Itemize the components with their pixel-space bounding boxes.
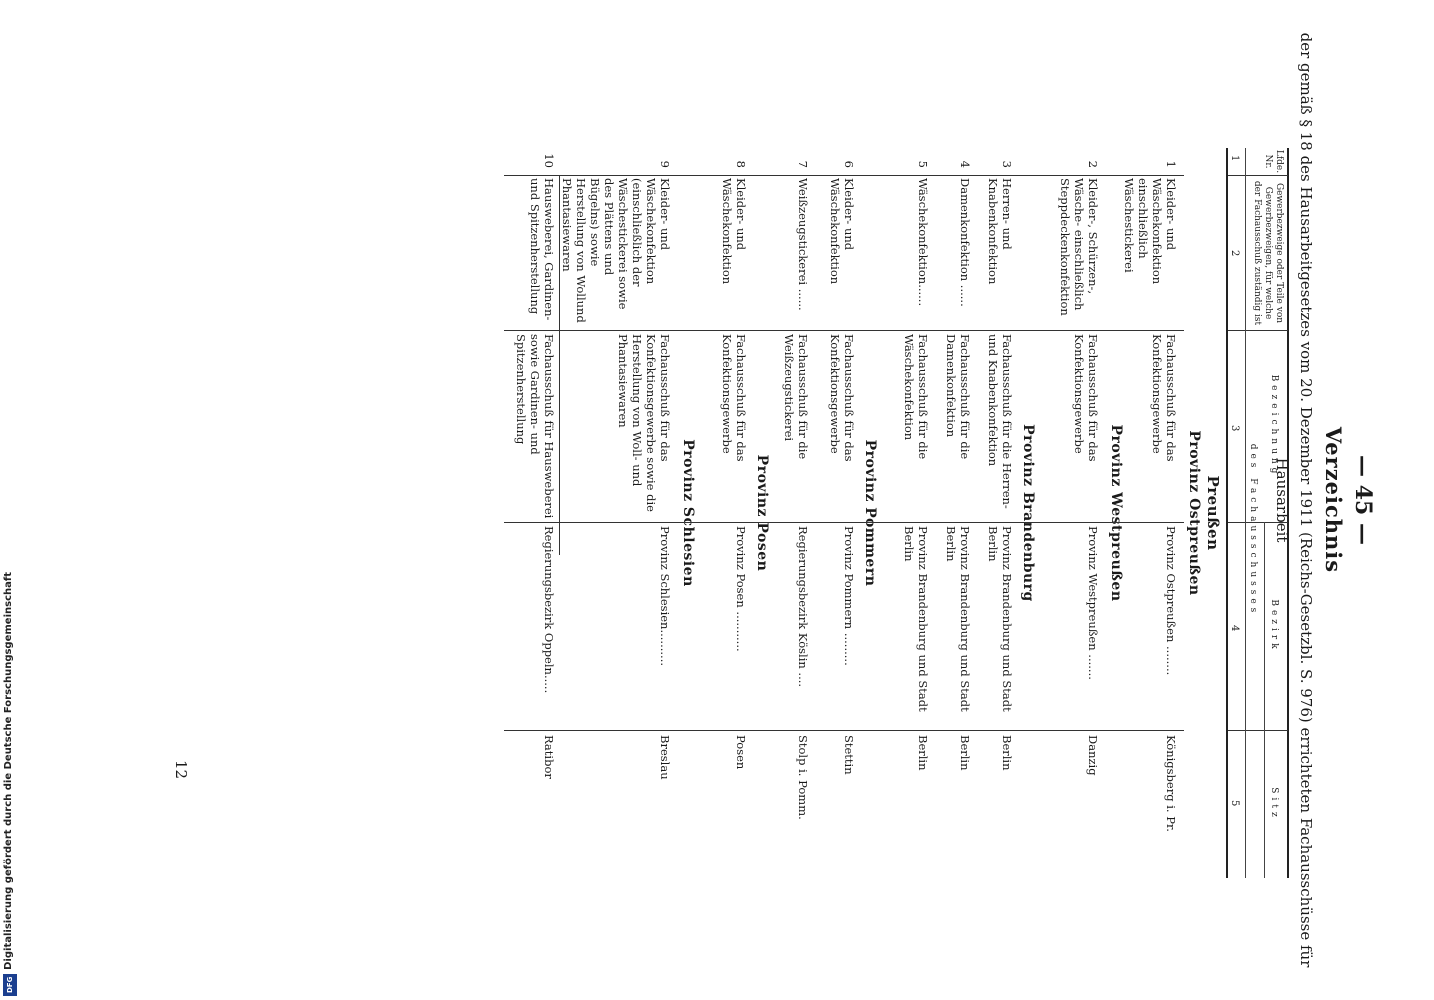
row-bezeichnung: Fachausschuß für die Herren- und Knabenkonfektion: [986, 334, 1014, 509]
group-heading: Preußen: [1204, 475, 1222, 551]
row-bezirk: Regierungsbezirk Oppeln.....: [542, 526, 556, 694]
row-bezeichnung: Fachausschuß für die Weißzeugstickerei: [782, 334, 810, 460]
row-bezirk: Regierungsbezirk Köslin ....: [796, 526, 810, 688]
row-bezirk: Provinz Posen ...........: [734, 526, 748, 652]
row-number: 4: [958, 160, 972, 168]
header-bezirk: Bezirk: [1269, 599, 1279, 653]
row-bezirk: Provinz Schlesien..........: [658, 526, 672, 667]
section-heading: Provinz Pommern: [862, 439, 878, 587]
col-number: 4: [1229, 625, 1240, 632]
row-bezirk: Provinz Brandenburg und Stadt Berlin: [902, 526, 930, 712]
dfg-logo: DFG: [3, 974, 17, 996]
row-gewerbe: Kleider- und Wäschekonfektion (einschließlich der Wäschestickerei sowie des Plättens und Bügelns) sowie Herstellung von Wollund Phantasiewaren: [560, 178, 672, 323]
digitization-credit: [0, 0, 22, 1000]
row-number: 10: [542, 153, 556, 168]
row-number: 2: [1086, 160, 1100, 168]
header-bottom-rule: [1226, 148, 1228, 878]
col-divider: [504, 330, 1184, 331]
footer-page-number: 12: [172, 760, 190, 780]
page-title: Verzeichnis: [1321, 426, 1346, 574]
row-gewerbe: Kleider- und Wäschekonfektion: [720, 178, 748, 285]
col-divider: [504, 175, 1184, 176]
group-rule: [1264, 522, 1265, 878]
header-gewerbezweige: Gewerbezweige oder Teile von Gewerbezweigen, für welche der Fachausschuß zuständig ist: [1252, 180, 1284, 326]
header-rule: [1245, 148, 1246, 878]
row-sitz: Posen: [734, 735, 748, 770]
table-top-rule: [1287, 148, 1289, 878]
col-divider: [1228, 175, 1288, 176]
row-bezeichnung: Fachausschuß für Hausweberei sowie Gardinen- und Spitzenherstellung: [514, 334, 556, 519]
row-sitz: Danzig: [1086, 735, 1100, 776]
section-heading: Provinz Ostpreußen: [1186, 430, 1202, 596]
row-bezirk: Provinz Brandenburg und Stadt Berlin: [944, 526, 972, 712]
row-sitz: Berlin: [916, 735, 930, 771]
header-group: des Fachausschusses: [1248, 443, 1258, 617]
page-subtitle: der gemäß § 18 des Hausarbeitgesetzes vom 20. Dezember 1911 (Reichs-Gesetzbl. S. 976) errichteten Fachausschüsse für Hausarbeit: [1273, 32, 1315, 968]
row-number: 5: [916, 160, 930, 168]
row-gewerbe: Kleider- und Wäschekonfektion einschließlich Wäschestickerei: [1122, 178, 1178, 285]
row-gewerbe: Herren- und Knabenkonfektion: [986, 178, 1014, 285]
row-bezeichnung: Fachausschuß für die Wäschekonfektion: [902, 334, 930, 460]
section-heading: Provinz Westpreußen: [1108, 424, 1124, 602]
row-sitz: Berlin: [1000, 735, 1014, 771]
section-heading: Provinz Schlesien: [680, 439, 696, 587]
credit-text: Digitalisierung gefördert durch die Deutsche Forschungsgemeinschaft: [3, 572, 14, 970]
row-bezirk: Provinz Brandenburg und Stadt Berlin: [986, 526, 1014, 712]
header-sitz: Sitz: [1269, 787, 1279, 821]
row-bezeichnung: Fachausschuß für das Konfektionsgewerbe sowie die Herstellung von Woll- und Phantasiewaren: [616, 334, 672, 512]
row-bezeichnung: Fachausschuß für das Konfektionsgewerbe: [1150, 334, 1178, 462]
row-gewerbe: Kleider- und Wäschekonfektion: [828, 178, 856, 285]
header-bezeichnung: Bezeichnung: [1269, 374, 1279, 478]
col-divider: [504, 522, 1184, 523]
col-number: 2: [1229, 250, 1240, 257]
row-number: 9: [658, 160, 672, 168]
row-bezirk: Provinz Westpreußen .......: [1086, 526, 1100, 680]
row-bezeichnung: Fachausschuß für das Konfektionsgewerbe: [828, 334, 856, 462]
row-number: 6: [842, 160, 856, 168]
row-gewerbe: Weißzeugstickerei ......: [796, 178, 810, 311]
row-sitz: Stettin: [842, 735, 856, 775]
row-gewerbe: Hausweberei, Gardinen- und Spitzenherstellung: [528, 178, 556, 321]
col-divider: [1228, 330, 1288, 331]
row-sitz: Königsberg i. Pr.: [1164, 735, 1178, 832]
row-sitz: Breslau: [658, 735, 672, 780]
row-bezeichnung: Fachausschuß für das Konfektionsgewerbe: [720, 334, 748, 462]
page-number-header: — 45 —: [1350, 455, 1376, 545]
row-number: 8: [734, 160, 748, 168]
col-number: 3: [1229, 425, 1240, 432]
row-bezirk: Provinz Pommern .........: [842, 526, 856, 666]
row-sitz: Ratibor: [542, 735, 556, 779]
row-gewerbe: Kleider-, Schürzen-, Wäsche- einschließlich Steppdeckenkonfektion: [1058, 178, 1100, 316]
section-heading: Provinz Brandenburg: [1020, 424, 1036, 602]
row-sitz: Stolp i. Pomm.: [796, 735, 810, 820]
col-divider: [504, 730, 1184, 731]
row-rule: [559, 175, 560, 555]
col-number: 5: [1229, 800, 1240, 807]
row-gewerbe: Damenkonfektion ......: [958, 178, 972, 307]
row-bezeichnung: Fachausschuß für die Damenkonfektion: [944, 334, 972, 460]
header-lfde-nr: Lfde. Nr.: [1263, 149, 1284, 174]
row-number: 7: [796, 160, 810, 168]
row-number: 3: [1000, 160, 1014, 168]
row-sitz: Berlin: [958, 735, 972, 771]
section-heading: Provinz Posen: [754, 454, 770, 572]
row-bezeichnung: Fachausschuß für das Konfektionsgewerbe: [1072, 334, 1100, 462]
col-number: 1: [1229, 155, 1240, 162]
col-divider: [1228, 730, 1288, 731]
row-number: 1: [1164, 160, 1178, 168]
row-gewerbe: Wäschekonfektion......: [916, 178, 930, 307]
col-divider: [1228, 522, 1288, 523]
row-bezirk: Provinz Ostpreußen ........: [1164, 526, 1178, 676]
